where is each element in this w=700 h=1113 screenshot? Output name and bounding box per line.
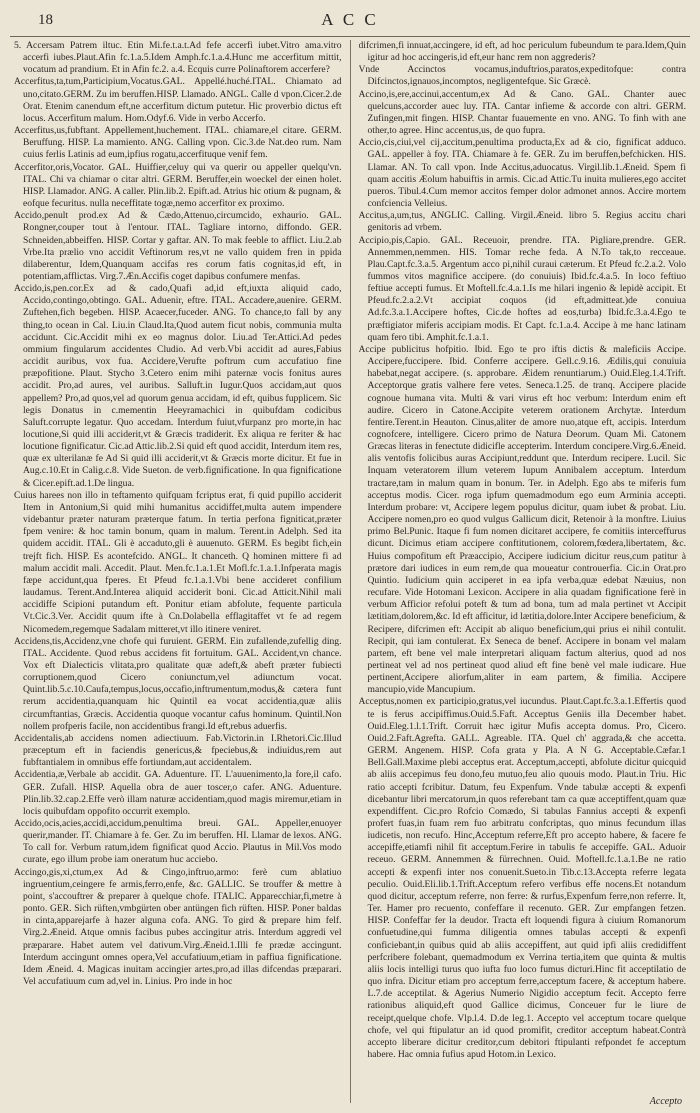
left-column xyxy=(14,40,342,1103)
dictionary-entry: Accipe publicitus hofpitio. Ibid. Ego te pro iftis dictis & maleficiis Accipe. Accipere,fuccipere. Ibid. Conferre accipere. Gell.c.9.16. Ædilis,qui conuiuia habebat,negat accipere. (s. approbare. Æidem renuntiarum.) Ouid.Eleg.1.4.Trift. Acceptorque gratis valhere fere vetes. Seneca.1.25. de tranq. Accipere placide cognoue humana vita. Multi & vari virus eft hoc verbum: Interdum enim eft audire. Cicero in Catone.Accipite veterem orationem Archytæ. Interdum fentire.Terent.in Heauton. Cinus,aliter de amore nuo,atque eft, accipis. Interdum cognofcere, intelligere. Cicero primo de Natura Deorum. Quam Mi. Catonem Græcas literas in fenectute didicifle accepterim. Interdum concipere.Virg.6.Æneid. alis ventofis folicibus auras Accipiunt,reddunt que. Interdum recipere. Lucil. Sic Inquam veteratorem illum veterem Iupum Annibalem acceptum. Interdum tractare,tam in malum quam in bonum. Ter. in Adelph. Ego abs te miferis fum acceptus modis. Cicer. roga ipfum quemadmodum ego eum Arminia accepti. Interdum probare: vt, Accipere legem populus dicitur, quam iubet & probat. Liu. Accipere nomen,pro eo quod vulgus Gallicum dicit, Retenoir à la monftre. Liuius primo Bel.Punic. Itaque fi fum nomen dicitaret accipere, fe comitiis interceffurus dicunt. Dicimus etiam accipere conftitutionem, colorem,fœdera,libertatem, &c. Huius compofitum eft Præaccipio, Accipere iudicium dicitur reus,cum patitur à prætore dari iudices in eum rem,de qua moueatur controuerfia. Cic.in Orat.pro Quintio. Iudicium quin acciperet in ea ipfa verba,quæ edebat Næuius, non recufare. Vide Hotomani Lexicon. Accipere in alia quadam fignificatione ferè in verbum Afficior refolui poteft & tum ad bona, tum ad mala pertinet vt Accipit lætitiam,dolorem,&c. Id eft afficitur, id lætitia,dolore.Inter Accipere beneficium, & Recipere, difcrimen eft: Accipit ab aliquo beneficium,qui prius ei nihil contulit. Recipit, qui iam contulerat. Ex Seneca de benef. Accipere in bonam vel malam partem, eft bene vel male interpretari aliquam factum alterius, quod ad nos pertineat vel ad nos pertineat quod aliud eft fine benè vel male iudicare. Hue pertinent,Accipere aliorfum,aliter in eam partem, & fimilia. Accipere mancupio,vide Mancupium. xyxy=(358,343,686,696)
dictionary-entry: Accerfitus,us,fubftant. Appellement,huchement. ITAL. chiamare,el citare. GERM. Beruffung. HISP. La mamiento. ANG. Calling vpon. Cic.3.de Nat.deo rum. Nam cuius ferlis Latinis ad eum,ipfius rogatu,accerfituque venif fem. xyxy=(14,125,342,161)
dictionary-entry: Vnde Accinctos vocamus,induftrios,paratos,expeditofque: contra Difcinctos,ignauos,incomptos, negligentefque. Sic Græcè. xyxy=(358,64,686,88)
dictionary-entry: Acceptus,nomen ex participio,gratus,vel iucundus. Plaut.Capt.fc.3.a.1.Effertis quod te is ferus accipiffimus.Ouid.5.Faft. Acceptus Geniis illa December habet. Ouid.Eleg.1.l.1.Trift. Corruit hæc igitur Mufis accepta domus. Pro, Cicero. Ouid.2.Faft.Agrefta. GALL. Agreable. ITA. Quel ch' aggrada,& che accetta. GERM. Angenem. HISP. Cofa grata y Pla. A N G. Acceptable.Cæfar.1 Bell.Gall.Maxime plebi acceptus erat. Acceptum,accepti, abfolute dicitur quicquid ab aliis accepimus feu dono,feu mutuo,feu alio quouis modo. Plaut.in Triu. Hic ratio accepti fcribitur. Datum, feu Expenfum. Vnde tabulæ accepti & expenfi dicebantur libri mercatorum,in quos referebant tam ca quæ acceptiffent,quam quæ expendiffent. Cic.pro Rofcio Comædo, Si tabulas Fannius accepti & expenfi profert fuas,in fuam rem fuo arbitratu confcriptas, quo minus fecundum illas iudicetis, non recufo. Hinc,Acceptum referre,Eft pro accepto habere, & facere fe accepiffe,etiamfi nihil fit acceptum.Ferire in tabulis fe accepiffe. GAL. Aduoir receuo. GERM. Annemmen & fürrechnen. Ouid. Moftell.fc.1.a.1.Be ne ratio accepti & expenfi inter nos conuenit.Sueto.in Tib.c.13.Accepta referre legata peculio. Ouid.Eli.lib.1.Trift.Acceptum refero verfibus effe nocens.Et notandum quod dicitur, acceptum referre, non ferre: & rurfus,Expenfum ferre,non referre. It, Ter. Hamer pro recuento, confeffare il recenuto. GER. Zur empfangen fetzen. HISP. Confeffar fer la deudor. Tracta eft loquendi figura à ciuium Romanorum confuetudine,qui fumma diligentia omnes tabulas accepti & expenfi conficiebant,in quibus quid ab aliis accepiffent, aut quid ipfi aliis credidiffent perfcribere folebant, quemadmodum ex Verrina tertia,item que quinta & multis aliis locis intelligi turus quo iufta fuo loco fumus dicturi.Hinc fit acceptilatio de quo infra. Dicitur etiam pro acceptum ferre,acceptum facere, & acceptum habere. L.7.de acceptilat. & Agerius Numerio Nigidio acceptum fecit. Accepto ferre rationibus aliquid,eft quod Gallice dicimus, Conceuer fur le liure de receipt,quelque chofe. Vlp.l.4. D.de leg.1. Accepto vel acceptum tocare quelque chofe, vel qui ftipulatur an id quod promifit, creditor acceptum habeat.Contrà accepto liberare dicitur creditor,cum debitori ftipulanti refpondet fe acceptum habere. Hac omnia fufius apud Hotom.in Lexico. xyxy=(358,696,686,1060)
dictionary-entry: Accido,penult prod.ex Ad & Cædo,Attenuo,circumcido, exhaurio. GAL. Rongner,couper tout à l'entour. ITAL. Tagliare intorno, diffondo. GER. Schneiden,abbeiffen. HISP. Cortar y gaftar. AN. To mak feeble to afflict. Liu.2.ab Vrbe.Ita prælio vno accidit Veftinorum res,vt ne vallo quidem fren in ppida dilaberentur, Idem,Quanquam accifas res corum fatis cognitas,id eft, in potentiam,afflictas. Virg.7.Æn.Accifis coget dapibus confumere menfas. xyxy=(14,210,342,282)
dictionary-entry: Accidens,tis,Accidenz,vne chofe qui furuient. GERM. Ein zufallende,zufellig ding. ITAL. Accidente. Quod rebus accidens fit fortuitum. GAL. Accident,vn chance. Vox eft Dialecticis vlitata,pro qualitate quæ adeft,& abeft præter fubiecti corruptionem,quod Cicero coniunctum,vel adiunctum vocat. Quint.lib.5.c.10.Caufa,tempus,locus,occafio,inftrumentum,modus,& cætera funt rerum accidentia,quanquam hic Quintil ea vocat accidentia,quæ aliis circumftantias, Græcis. Accidentia quoque vocantur cafus hominum. Quintil.Non nollem profperis facile, non accidentibus frangi.Id eft,rebus aduerfis. xyxy=(14,635,342,732)
dictionary-entry: 5. Accersam Patrem iltuc. Etin Mi.fe.t.a.t.Ad fefe accerfi iubet.Vitro ama.vitro accerfi iubes.Plaut.Afin fc.1.a.5.Idem Amph.fc.1.a.4.Hunc me accerfitum mittit, vocatum ad prandium. Et in Afin fc.2. a.4. Ecquis curre Polinaftorem accerfere? xyxy=(14,40,342,76)
dictionary-entry: Accio,cis,ciui,vel cij,accitum,penultima producta,Ex ad & cio, fignificat adduco. GAL. appeller à foy. ITA. Chiamare à fe. GER. Zu im beruffen,befchicken. HIS. Llamar. AN. To call vpon. Inde Accitus,aduocatus. Virgil.lib.1.Æneid. Spem fi quam accitis Æolum habuiftis in armis. Cic.ad Attic.Tu inuita mulieres,ego accitet pueros. Tibul.4.Cum memor accitos femper dolor admonet annos. Accire mortem confciencia Velleius. xyxy=(358,137,686,210)
dictionary-entry: Accidentalis,ab accidens nomen adiectiuum. Fab.Victorin.in I.Rhetori.Cic.Illud præceptum eft in faciendis genericus,& fpeciebus,& indiuidus,rem aut fubftantialem in omnibus effe fortiundam,aut accidentalem. xyxy=(14,732,342,769)
right-column xyxy=(359,40,687,1103)
dictionary-entry: Accido,ocis,acies,accidi,accidum,penultima breui. GAL. Appeller,enuoyer querir,mander. IT. Chiamare à fe. Ger. Zu im beruffen. HI. Llamar de lexos. ANG. To call for. Verbum ratum,idem fignificat quod Accio. Plautus in Mil.Vos modo curate, ego illum probe iam oneratum huc acciebo. xyxy=(14,818,342,866)
dictionary-entry: difcrimen,fi innuat,accingere, id eft, ad hoc periculum fubeundum te para.Idem,Quin igitur ad hoc accingeris,id eft,eur hanc rem non aggrederis? xyxy=(358,40,686,64)
dictionary-entry: Accido,is,pen.cor.Ex ad & cado,Quafi ad,id eft,iuxta aliquid cado, Accido,contingo,obtingo. GAL. Aduenir, eftre. ITAL. Accadere,auenire. GERM. Zuftehen,fich begeben. HISP. Acaecer,fuceder. ANG. To chance,to fall by any thing,to ocean in Cal. Liu.in Claud.Ita,Quod autem ficut nobis, communia multa accidunt. Cic.Accidit mihi ex eo magnus dolor. Liu.ad Ter.Attici.Ad pedes ommium fingularum accidentes Cludio. Ad verb.Vbi accidit ad aures,Fabius accidit auribus, vox fua. Accidere,Verufte poftrum cum accufatiuo fine præpofitione. Plaut. Stycho 3.Cetero enim mihi paternæ vocis fonitus aures accidit. Pro,ad aures, vel auribus. Salluft.in Iugur.Quos accidam,aut quos appellem? Pro,ad quos,vel ad quorum genua accidam, id eft, quibus fupplicem. Sic legis Donatus in c.mementin Heeyramachici in quibufdam codicibus Saluft.corrupte legatur. Quo accedam. Interdum fuiut,vfurpanz pro morte,in hac locutione,Si quid illi acciderit,vt & Græcis tradiderit. Ex aliqua re feriter & hac locutione fignificatur. Cic.ad Attic.lib.2.Si quid eft quod accidit, Interdum item res, quæ ex ulterilanæ fe Ad Si quid illi acciderit,vt & Græcis morte dicitur. Et fue in Aug.c.10.Et in Calig.c.8. Vide Sueton. de verb.fignificatione. In qua fignificatione & Cicer.epift.ad.1.De lingua. xyxy=(14,283,342,489)
dictionary-entry: Accitus,a,um,tus, ANGLIC. Calling. Virgil.Æneid. libro 5. Regius accitu chari genitoris ad vrbem. xyxy=(358,210,686,234)
dictionary-entry: Accerfitor,oris,Vocator. GAL. Huiffier,celuy qui va querir ou appeller quelqu'vn. ITAL. Chi va chiamar o citar altri. GERM. Beruffer,ein woeckel der einen holet. HISP. Llamador. ANG. A caller. Plin.lib.2. Epift.ad. Atrius hic otium & pugnam, & eofque fecuritus. nulla neceffitate togæ,nemo accerfitor ex proximo. xyxy=(14,161,342,210)
dictionary-entry: Accipio,pis,Capio. GAL. Receuoir, prendre. ITA. Pigliare,prendre. GER. Annemmen,nemmen. HIS. Tomar reche feda. A N.To tak,to recceaue. Plau.Capt.fc.3.a.5. Argentum acco pi,nihil curaui cæterum. Et Pfeud fc.2.a.2. Volo fummos vitos magnifice accipere. (do conuiuis) Ibid.fc.4.a.5. In loco feftiuo feftiue accepti fumus. Et Moftell.fc.4.a.1.Is me hilari ingenio & lepidè accipit. Et Pfeud.fc.2.a.2.Vt accipiat coquos (id eft,admitteat.)de conuiua Ad.fc.3.a.1.Accipere hoftes, Cic.de hoftes ad eos,turba) Ibid.fc.3.a.4.Ego te præftigiator miferis accipiam modis. Et Capt. fc.1.a.4. Accipe à me hanc latinam quam fero tibi. Amphit.fc.1.a.1. xyxy=(358,234,686,343)
dictionary-entry: Accino,is,ere,accinui,accentum,ex Ad & Cano. GAL. Chanter auec quelcuns,accorder auec luy. ITA. Cantar infieme & accorde con altri. GERM. Zufingen,mit fingen. HISP. Chantar fuauemente en vno. ANG. To finh with ane other,to agree. Hinc accentus,us, de quo fupra. xyxy=(358,88,686,137)
dictionary-entry: Accerfitus,ta,tum,Participium,Vocatus.GAL. Appellé.huché.ITAL. Chiamato ad uno,citato.GERM. Zu im beruffen.HISP. Llamado. ANGL. Calle d vpon.Cicer.2.de Orat. Etenim canendum eft,ne accerfitum dictum putetur. Hic proverbio dictus eft locus. Accerfitum malum. Hom.Odyf.6. Vide in verbo Accerfo. xyxy=(14,76,342,124)
dictionary-entry: Accidentia,æ,Verbale ab accidit. GA. Aduenture. IT. L'auuenimento,la fore,il cafo. GER. Zufall. HISP. Aquella obra de auer toscer,o cafer. ANG. Aduenture. Plin.lib.32.cap.2.Effe verò illam naturæ accidentiam,quod magis miremur,etiam in locis quibufdam oppofito occurrit exemplo. xyxy=(14,769,342,817)
running-head-word: A C C xyxy=(321,10,379,29)
running-head xyxy=(10,6,690,37)
two-column-body xyxy=(14,40,686,1103)
column-divider xyxy=(350,40,351,1103)
catchword: Accepto xyxy=(649,1096,682,1107)
dictionary-entry: Cuius harees non illo in teftamento quifquam fcriptus erat, fi quid pupillo acciderit Item in Antonium,Si quid mihi humanitus accidiffet,multa autem impendere videbantur præter naturam præterque fatum. In tertia perfona figniticat,præter fpem venire: & hoc tamin bonum, quam in malum. Terent.in Adelph. Sed ita quidem accidit. ITAL. Gli è accaduto,gli è auuenuto. GERM. Es begibt fich,ein trejft fich. HISP. Es acontefcido. ANGL. It chanceth. Q hominen mittere fi ad malum accidit mali. Accedit. Plaut. Men.fc.1.a.1.Et Mofl.fc.1.a.1.Infperata magis fæpe accidunt,qua fperes. Et Pfeud fc.1.a.1.Vbi bene accideret confilium laudamus. Terent.And.Interea aliquid acciderit boni. Cic.ad Atticit.Nihil mali accidiffe Scipioni putandum eft. Ponitur etiam abfolute, fequente particula Vt.Cic.3.Ver. Accidit quum ifte à Cn.Dolabella efflagitaffet vt fe ad regem Nicomedem,regemque Sadalam mitteret,vt illo itinere veniret. xyxy=(14,489,342,635)
page-number: 18 xyxy=(38,12,53,28)
dictionary-entry: Accingo,gis,xi,ctum,ex Ad & Cingo,inftruo,armo: ferè cum ablatiuo ingruentium,ceingere fe armis,ferro,enfe, &c. GALLIC. Se trouffer & mettre à point, s'accouftrer & preparer à quelque chofe. ITALIC. Apparecchiar,fi,metre à ponto. GER. Sich rüften,vmbgürten ober antüngen fich rüften. HISP. Poner baldas in cinta,apparejarfe à hazer alguna cofa. ANG. To gird & prepare him felf. Virg.2.Æneid. Atque omnis facibus pubes accingitur atris. Interdum aggredi vel præparare. Habet autem vel dativum.Virg.Æneid.1.Illi fe prædæ accingunt. Interdum accingunt omnes opera,Vel accufatiuum,etiam in paffiua fignificatione. Idem Æneid. 4. Magicas inuitam accingier artes,pro,ad illas difcendas præparari. Vel accufatiuum cum ad,vel in. Linius. Pro inde in hoc xyxy=(14,866,342,988)
